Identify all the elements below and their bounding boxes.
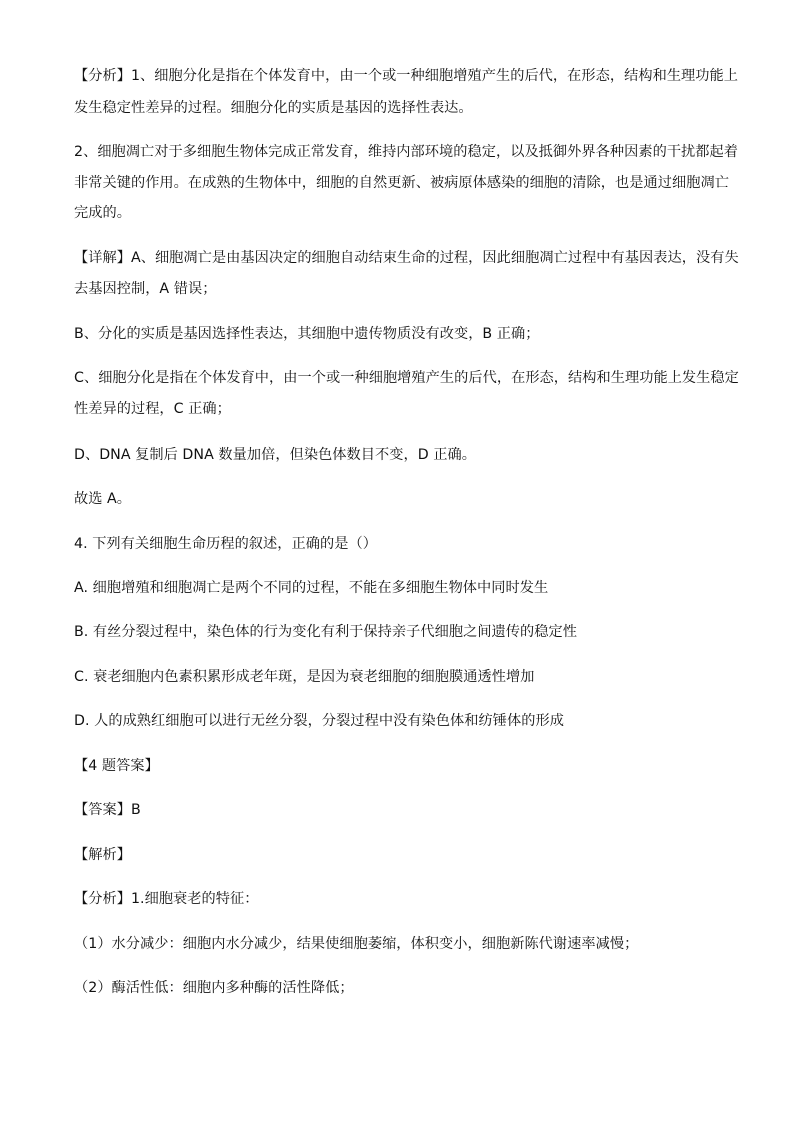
answer-line: 【答案】B: [74, 802, 141, 818]
feature-2-line: （2）酶活性低：细胞内多种酶的活性降低；: [74, 980, 354, 996]
analysis-2-line-3: 完成的。: [74, 205, 131, 221]
analysis-2-line-2: 非常关键的作用。在成熟的生物体中，细胞的自然更新、被病原体感染的细胞的清除，也是通过细胞凋亡: [74, 175, 729, 191]
feature-1-line: （1）水分减少：细胞内水分减少，结果使细胞萎缩，体积变小，细胞新陈代谢速率减慢；: [74, 936, 639, 952]
detail-a-line-2: 去基因控制，A 错误；: [74, 281, 217, 297]
answer-header: 【4 题答案】: [74, 758, 159, 774]
option-d: D. 人的成熟红细胞可以进行无丝分裂，分裂过程中没有染色体和纺锤体的形成: [74, 713, 564, 729]
detail-c-line-2: 性差异的过程，C 正确；: [74, 401, 231, 417]
detail-a-line-1: 【详解】A、细胞凋亡是由基因决定的细胞自动结束生命的过程，因此细胞凋亡过程中有基因表达，没有失: [74, 250, 739, 266]
detail-d-line-1: D、DNA 复制后 DNA 数量加倍，但染色体数目不变，D 正确。: [74, 447, 476, 463]
question-4-stem: 4. 下列有关细胞生命历程的叙述，正确的是（）: [74, 536, 377, 552]
option-a: A. 细胞增殖和细胞凋亡是两个不同的过程，不能在多细胞生物体中同时发生: [74, 580, 549, 596]
option-b: B. 有丝分裂过程中，染色体的行为变化有利于保持亲子代细胞之间遗传的稳定性: [74, 624, 577, 640]
choose-line: 故选 A。: [74, 491, 132, 507]
analysis-1-line-2: 发生稳定性差异的过程。细胞分化的实质是基因的选择性表达。: [74, 100, 473, 116]
explanation-header: 【解析】: [74, 847, 131, 863]
analysis-2-line-1: 2、细胞凋亡对于多细胞生物体完成正常发育，维持内部环境的稳定，以及抵御外界各种因素的干扰都起着: [74, 144, 739, 160]
option-c: C. 衰老细胞内色素积累形成老年斑，是因为衰老细胞的细胞膜通透性增加: [74, 669, 535, 685]
analysis-aging-line: 【分析】1.细胞衰老的特征：: [74, 891, 259, 907]
detail-b-line-1: B、分化的实质是基因选择性表达，其细胞中遗传物质没有改变，B 正确；: [74, 326, 540, 342]
analysis-1-line-1: 【分析】1、细胞分化是指在个体发育中，由一个或一种细胞增殖产生的后代，在形态，结构和生理功能上: [74, 68, 739, 84]
detail-c-line-1: C、细胞分化是指在个体发育中，由一个或一种细胞增殖产生的后代，在形态，结构和生理功能上发生稳定: [74, 370, 739, 386]
